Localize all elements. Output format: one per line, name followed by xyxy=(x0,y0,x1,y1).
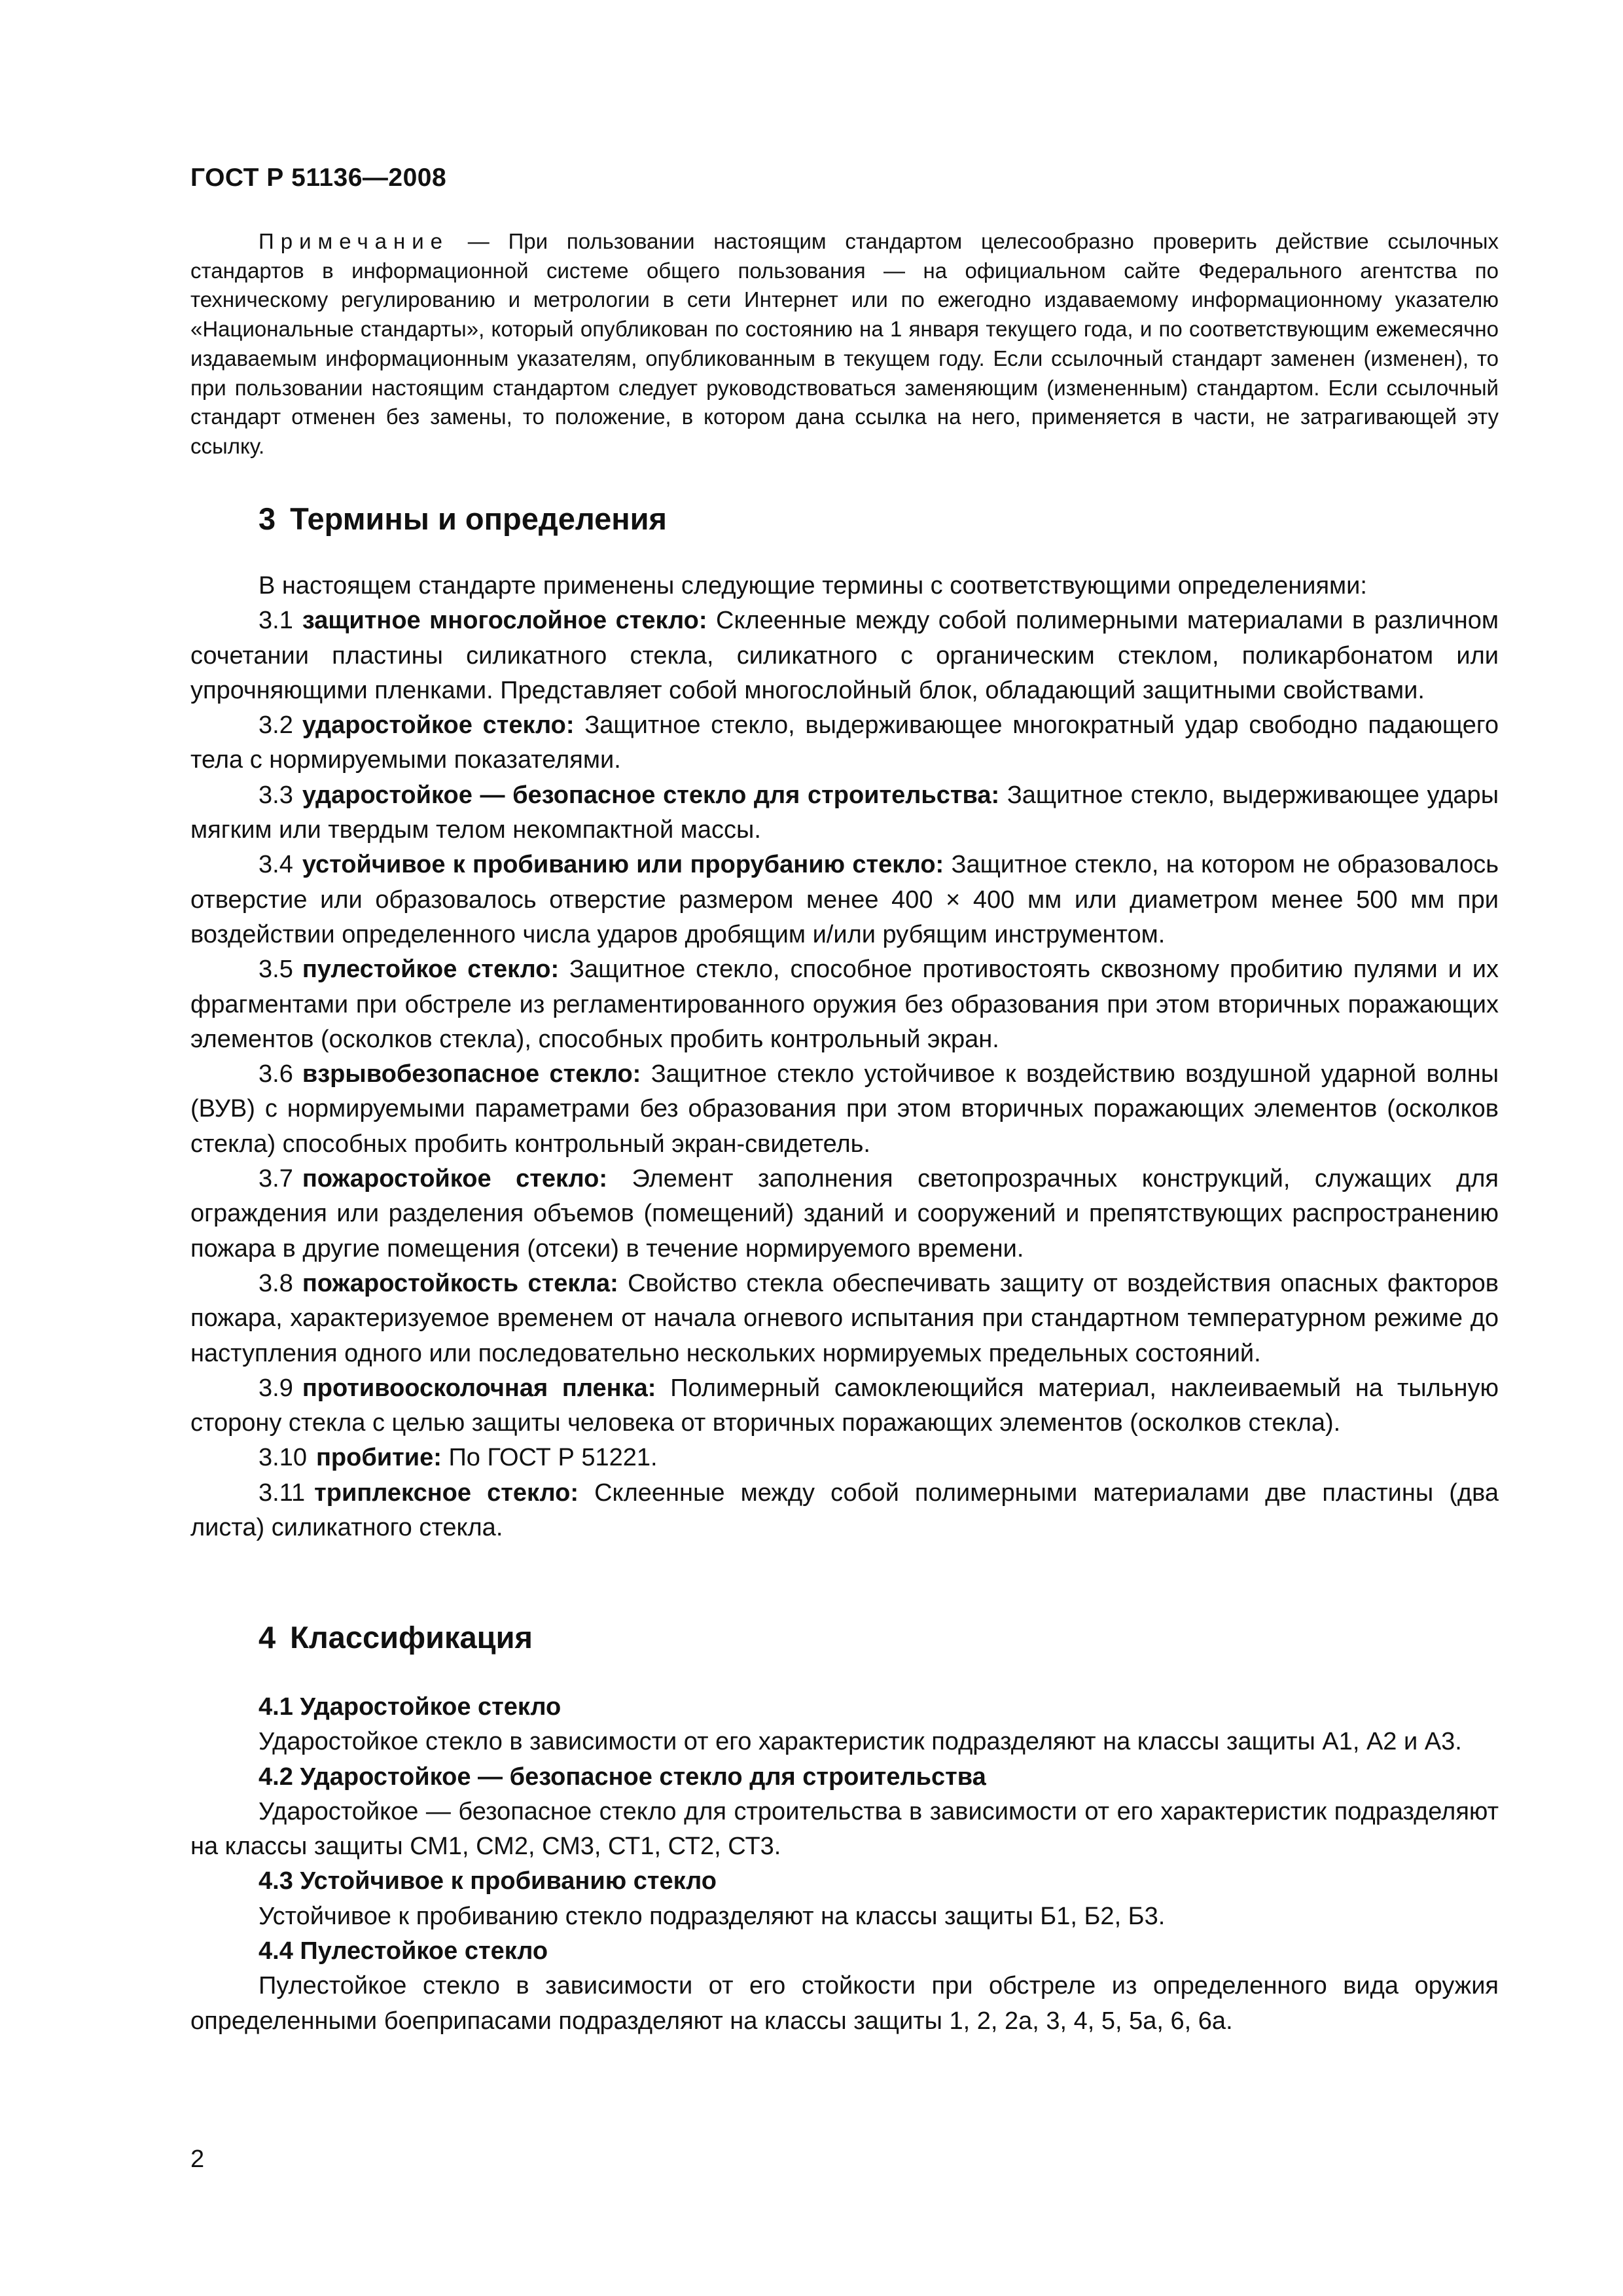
section-4-body xyxy=(190,1690,1499,2039)
section-4-title: Классификация xyxy=(290,1620,533,1655)
subsection-4-2-heading: 4.2 Ударостойкое — безопасное стекло для строительства xyxy=(259,1763,986,1791)
subsection-4-1-text: Ударостойкое стекло в зависимости от его характеристик подразделяют на классы защиты А1, А2 и А3. xyxy=(259,1728,1462,1756)
term-name: пожаростойкость стекла: xyxy=(302,1269,618,1297)
section-3-heading xyxy=(259,501,667,537)
term-number: 3.6 xyxy=(259,1060,293,1088)
term-name: ударостойкое — безопасное стекло для строительства: xyxy=(302,781,1000,809)
term-name: пробитие: xyxy=(315,1444,442,1472)
term-3-2 xyxy=(190,708,1499,778)
term-number: 3.10 xyxy=(259,1444,307,1472)
note-text: — При пользовании настоящим стандартом целесообразно проверить действие ссылочных стандартов в информационной системе общего пользования — на официальном сайте Федерального агентства по техническому регулированию и метрологии в сети Интернет или по ежегодно издаваемому информационному указателю «Национальные стандарты», который опубликован по состоянию на 1 января текущего года, и по соответствующим ежемесячно издаваемым информационным указателям, опубликованным в текущем году. Если ссылочный стандарт заменен (изменен), то при пользовании настоящим стандартом следует руководствоваться заменяющим (измененным) стандартом. Если ссылочный стандарт отменен без замены, то положение, в котором дана ссылка на него, применяется в части, не затрагивающей эту ссылку. xyxy=(190,229,1499,458)
term-number: 3.7 xyxy=(259,1165,293,1193)
term-definition: Защитное стекло, выдерживающее удары мягким или твердым телом некомпактной массы. xyxy=(190,781,1499,844)
term-name: взрывобезопасное стекло: xyxy=(302,1060,641,1088)
section-3-intro: В настоящем стандарте применены следующие термины с соответствующими определениями: xyxy=(259,572,1367,600)
term-number: 3.2 xyxy=(259,711,293,740)
term-number: 3.1 xyxy=(259,607,293,635)
section-3-body xyxy=(190,569,1499,1545)
term-3-9 xyxy=(190,1371,1499,1441)
term-number: 3.5 xyxy=(259,956,293,984)
term-definition: Защитное стекло, выдерживающее многократный удар свободно падающего тела с нормируемыми показателями. xyxy=(190,711,1499,774)
term-definition: Элемент заполнения светопрозрачных конструкций, служащих для ограждения или разделения объемов (помещений) зданий и сооружений и препятствующих распространению пожара в другие помещения (отсеки) в течение нормируемого времени. xyxy=(190,1165,1499,1263)
term-number: 3.11 xyxy=(259,1479,306,1507)
term-3-4 xyxy=(190,848,1499,952)
term-number: 3.9 xyxy=(259,1374,293,1402)
subsection-4-3-text: Устойчивое к пробиванию стекло подразделяют на классы защиты Б1, Б2, Б3. xyxy=(259,1902,1166,1930)
section-4-number: 4 xyxy=(259,1620,276,1655)
term-definition: Склеенные между собой полимерными материалами две пластины (два листа) силикатного стекла. xyxy=(190,1479,1499,1542)
term-3-1 xyxy=(190,603,1499,708)
term-name: противоосколочная пленка: xyxy=(302,1374,656,1402)
note-paragraph xyxy=(190,227,1499,461)
section-3-number: 3 xyxy=(259,501,276,536)
term-name: ударостойкое стекло: xyxy=(302,711,575,740)
term-number: 3.3 xyxy=(259,781,293,809)
page-number: 2 xyxy=(190,2145,205,2173)
subsection-4-1-heading: 4.1 Ударостойкое стекло xyxy=(259,1693,562,1721)
term-3-6 xyxy=(190,1057,1499,1162)
term-definition: По ГОСТ Р 51221. xyxy=(441,1444,658,1472)
term-3-8 xyxy=(190,1266,1499,1371)
term-3-10 xyxy=(190,1441,1499,1475)
term-name: триплексное стекло: xyxy=(314,1479,579,1507)
term-name: устойчивое к пробиванию или прорубанию стекло: xyxy=(302,851,944,879)
term-definition: Склеенные между собой полимерными материалами в различном сочетании пластины силикатного стекла, силикатного с органическим стеклом, поликарбонатом или упрочняющими пленками. Представляет собой многослойный блок, обладающий защитными свойствами. xyxy=(190,607,1499,704)
term-3-7 xyxy=(190,1162,1499,1266)
term-3-3 xyxy=(190,778,1499,848)
term-name: пожаростойкое стекло: xyxy=(302,1165,608,1193)
section-3-title: Термины и определения xyxy=(290,501,667,536)
section-4-heading xyxy=(259,1619,533,1655)
term-definition: Защитное стекло, способное противостоять сквозному пробитию пулями и их фрагментами при обстреле из регламентированного оружия без образования при этом вторичных поражающих элементов (осколков стекла), способных пробить контрольный экран. xyxy=(190,956,1499,1053)
subsection-4-4-text: Пулестойкое стекло в зависимости от его стойкости при обстреле из определенного вида оружия определенными боеприпасами подразделяют на классы защиты 1, 2, 2а, 3, 4, 5, 5а, 6, 6а. xyxy=(190,1972,1499,2035)
term-definition: Свойство стекла обеспечивать защиту от воздействия опасных факторов пожара, характеризуемое временем от начала огневого испытания при стандартном температурном режиме до наступления одного или последовательно нескольких нормируемых предельных состояний. xyxy=(190,1269,1499,1367)
term-name: защитное многослойное стекло: xyxy=(302,607,707,635)
term-3-11 xyxy=(190,1476,1499,1546)
term-definition: Защитное стекло, на котором не образовалось отверстие или образовалось отверстие размером менее 400 × 400 мм или диаметром менее 500 мм при воздействии определенного числа ударов дробящим и/или рубящим инструментом. xyxy=(190,851,1499,948)
term-number: 3.8 xyxy=(259,1269,293,1297)
term-definition: Полимерный самоклеющийся материал, наклеиваемый на тыльную сторону стекла с целью защиты человека от вторичных поражающих элементов (осколков стекла). xyxy=(190,1374,1499,1437)
document-number: ГОСТ Р 51136—2008 xyxy=(190,164,447,192)
note-label: Примечание xyxy=(259,229,450,253)
subsection-4-4-heading: 4.4 Пулестойкое стекло xyxy=(259,1937,548,1965)
subsection-4-2-text: Ударостойкое — безопасное стекло для строительства в зависимости от его характеристик подразделяют на классы защиты СМ1, СМ2, СМ3, СТ1, СТ2, СТ3. xyxy=(190,1797,1499,1861)
term-definition: Защитное стекло устойчивое к воздействию воздушной ударной волны (ВУВ) с нормируемыми параметрами без образования при этом вторичных поражающих элементов (осколков стекла) способных пробить контрольный экран-свидетель. xyxy=(190,1060,1499,1158)
term-name: пулестойкое стекло: xyxy=(302,956,560,984)
subsection-4-3-heading: 4.3 Устойчивое к пробиванию стекло xyxy=(259,1867,717,1895)
term-3-5 xyxy=(190,952,1499,1057)
term-number: 3.4 xyxy=(259,851,293,879)
